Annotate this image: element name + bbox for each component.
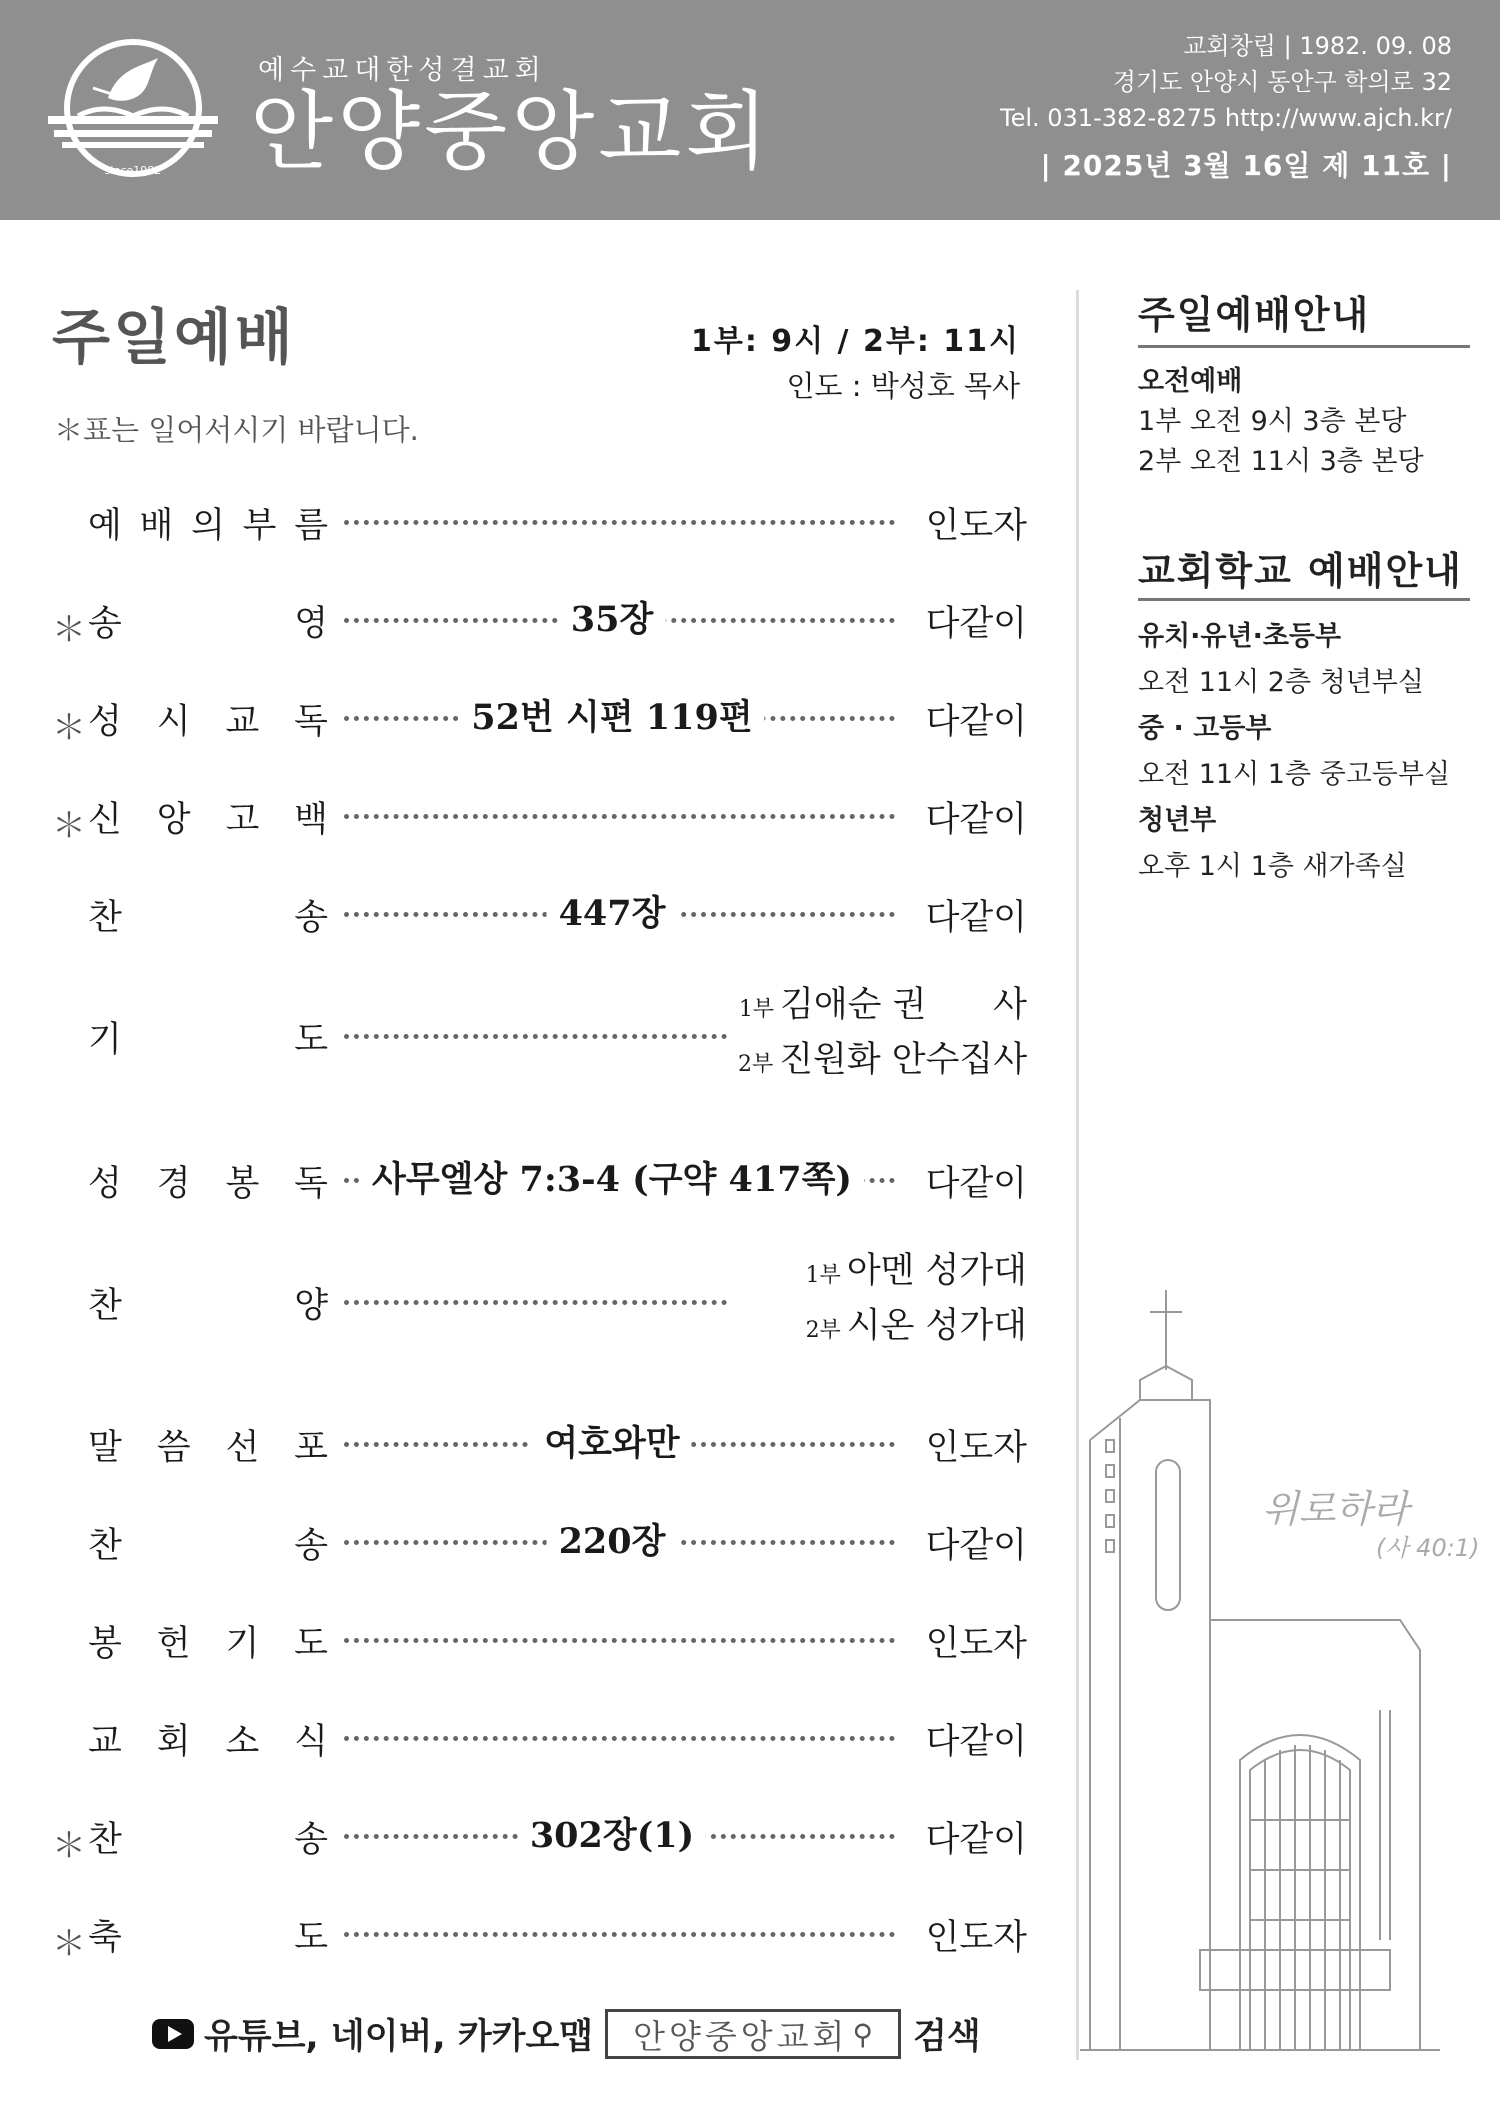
order-item-char: 예 [88,506,122,546]
order-item-char: 찬 [88,1820,122,1860]
column-divider [1076,290,1079,2060]
order-item-char: 씀 [156,1428,191,1468]
leader-dots [344,1300,727,1305]
search-label: 검색 [913,2017,981,2057]
order-item-char: 영 [294,604,328,644]
order-item-char: 시 [156,702,191,742]
order-item-name [88,1616,328,1666]
order-item-char: 교 [88,1722,122,1762]
order-item-leader: 다같이 [925,1164,1027,1204]
order-item-char: 도 [294,1020,328,1060]
morning-2-part: 2부 [1138,446,1182,477]
order-item-name [88,1156,328,1206]
address: 경기도 안양시 동안구 학의로 32 [1112,68,1452,96]
order-item-leader: 다같이 [925,604,1027,644]
pair-line [806,1301,1027,1356]
order-item-char: 송 [294,1526,328,1566]
order-item-char: 봉 [88,1624,122,1664]
order-item-leader: 다같이 [925,800,1027,840]
group-info: 오전 11시 2층 청년부실 [1138,667,1424,698]
part-label: 2부 [805,1318,841,1343]
order-item-content: 220장 [547,1514,678,1564]
order-row [52,588,1027,648]
order-row [52,985,1027,1080]
order-item-char: 송 [294,1820,328,1860]
search-icon: ⚲ [852,2017,873,2051]
standing-star: ＊ [52,708,86,748]
order-row [52,686,1027,746]
order-row [52,1251,1027,1346]
order-item-leader: 다같이 [925,1526,1027,1566]
standing-star: ＊ [52,806,86,846]
search-term: 안양중앙교회 [633,2016,849,2056]
order-item-char: 성 [88,1164,122,1204]
order-item-name [88,498,328,548]
group-info: 오전 11시 1층 중고등부실 [1138,759,1451,790]
group-name: 유치·유년·초등부 [1138,621,1342,652]
order-item-char: 도 [294,1624,328,1664]
part-text: 시온 성가대 [846,1306,1027,1346]
part-text: 김애순 권 사 [780,985,1027,1025]
standing-star: ＊ [52,1826,86,1866]
order-item-char: 선 [225,1428,260,1468]
leader-dots [344,1932,895,1937]
footer-search-banner [152,2006,981,2062]
leader-dots [344,1034,727,1039]
order-row [52,1804,1027,1864]
header-info [1000,28,1452,184]
order-item-char: 송 [88,604,122,644]
church-building-illustration [1080,1290,1500,2090]
part-text: 아멘 성가대 [846,1251,1027,1291]
morning-2-text: 오전 11시 3층 본당 [1181,446,1424,477]
sunday-guide-title: 주일예배안내 [1138,293,1371,337]
order-item-char: 회 [156,1722,191,1762]
part-label: 2부 [737,1052,774,1077]
sidebar-rule [1138,345,1470,348]
order-item-leader: 다같이 [925,1820,1027,1860]
order-row [52,1510,1027,1570]
order-row [52,1148,1027,1208]
order-item-name [88,694,328,744]
order-item-char: 기 [225,1624,260,1664]
morning-1-text: 오전 9시 3층 본당 [1181,406,1407,437]
order-item-char: 찬 [88,1286,122,1326]
order-item-leader: 인도자 [925,1624,1027,1664]
order-item-char: 경 [156,1164,191,1204]
order-item-leader: 인도자 [925,1918,1027,1958]
order-item-leader: 인도자 [925,1428,1027,1468]
order-row [52,882,1027,942]
search-box [605,2009,901,2059]
pair-line [806,1246,1027,1301]
order-item-char: 식 [294,1722,328,1762]
order-item-char: 포 [294,1428,328,1468]
order-item-leader: 다같이 [925,702,1027,742]
order-item-char: 배 [139,506,174,546]
order-item-char: 성 [88,702,122,742]
logo-since: since1982 [104,164,162,177]
order-item-char: 의 [191,506,225,546]
order-item-char: 독 [294,1164,328,1204]
sidebar-rule [1138,598,1470,601]
contact: Tel. 031-382-8275 http://www.ajch.kr/ [999,104,1452,132]
school-groups [1138,614,1450,890]
order-item-char: 독 [294,702,328,742]
order-item-content: 여호와만 [532,1416,691,1466]
order-item-name [88,596,328,646]
service-times: 1부: 9시 / 2부: 11시 [690,324,1020,359]
order-item-char: 고 [225,800,260,840]
order-row [52,1608,1027,1668]
pair-line [738,1035,1027,1090]
order-item-char: 송 [294,898,328,938]
service-leader: 인도 : 박성호 목사 [786,369,1020,403]
order-item-char: 앙 [156,800,191,840]
order-row [52,1902,1027,1962]
order-item-leader: 다같이 [925,1722,1027,1762]
order-item-char: 부 [242,506,277,546]
page-header [0,0,1500,220]
school-guide-title: 교회학교 예배안내 [1138,549,1463,593]
order-item-char: 신 [88,800,122,840]
part-label: 1부 [805,1263,841,1288]
order-item-content: 302장(1) [518,1808,706,1858]
order-item-char: 교 [225,702,260,742]
order-item-char: 말 [88,1428,122,1468]
part-label: 1부 [738,997,775,1022]
founded-date: 교회창립 | 1982. 09. 08 [1183,32,1452,60]
denomination: 예수교대한성결교회 [258,55,547,86]
church-logo [48,38,218,188]
order-row [52,490,1027,550]
verse-reference: (사 40:1) [1376,1534,1480,1562]
order-item-name [88,792,328,842]
service-title: 주일예배 [52,303,296,373]
morning-service-info [1138,362,1424,482]
order-item-leader: 다같이 [925,898,1027,938]
order-item-char: 백 [294,800,328,840]
leader-dots [344,1638,895,1643]
part-text: 진원화 안수집사 [779,1040,1027,1080]
order-item-char: 헌 [156,1624,191,1664]
youtube-icon [152,2019,194,2049]
order-item-char: 봉 [225,1164,260,1204]
order-item-content: 447장 [547,886,678,936]
standing-star: ＊ [52,610,86,650]
leader-dots [344,814,895,819]
order-item-char: 소 [225,1722,260,1762]
standing-note: ＊표는 일어서시기 바랍니다. [54,413,419,447]
morning-label: 오전예배 [1138,366,1243,397]
issue-number: | 2025년 3월 16일 제 11호 | [1040,149,1452,182]
order-item-char: 름 [294,506,328,546]
standing-star: ＊ [52,1924,86,1964]
order-item-content: 사무엘상 7:3-4 (구약 417쪽) [360,1152,864,1202]
church-name: 안양중앙교회 [250,82,773,182]
order-item-char: 축 [88,1918,122,1958]
group-name: 중 · 고등부 [1138,713,1272,744]
order-item-name [88,1420,328,1470]
order-item-name [88,890,328,940]
order-item-pair [806,1246,1027,1356]
order-item-pair [738,980,1027,1090]
order-row [52,784,1027,844]
order-item-char: 양 [294,1286,328,1326]
order-item-content: 52번 시편 119편 [459,690,764,740]
pair-line [738,980,1027,1035]
order-item-char: 찬 [88,898,122,938]
group-name: 청년부 [1138,805,1217,836]
order-item-char: 도 [294,1918,328,1958]
order-item-char: 기 [88,1020,122,1060]
order-item-char: 찬 [88,1526,122,1566]
order-item-name [88,1012,328,1062]
leader-dots [344,1736,895,1741]
leader-dots [344,520,895,525]
order-item-name [88,1518,328,1568]
verse-text: 위로하라 [1262,1487,1409,1531]
order-item-leader: 인도자 [925,506,1027,546]
order-item-content: 35장 [559,592,666,642]
order-item-name [88,1910,328,1960]
morning-1-part: 1부 [1138,406,1182,437]
order-row [52,1706,1027,1766]
group-info: 오후 1시 1층 새가족실 [1138,851,1407,882]
order-item-name [88,1812,328,1862]
channels-text: 유튜브, 네이버, 카카오맵 [204,2017,594,2057]
order-item-name [88,1278,328,1328]
order-row [52,1412,1027,1472]
order-item-name [88,1714,328,1764]
